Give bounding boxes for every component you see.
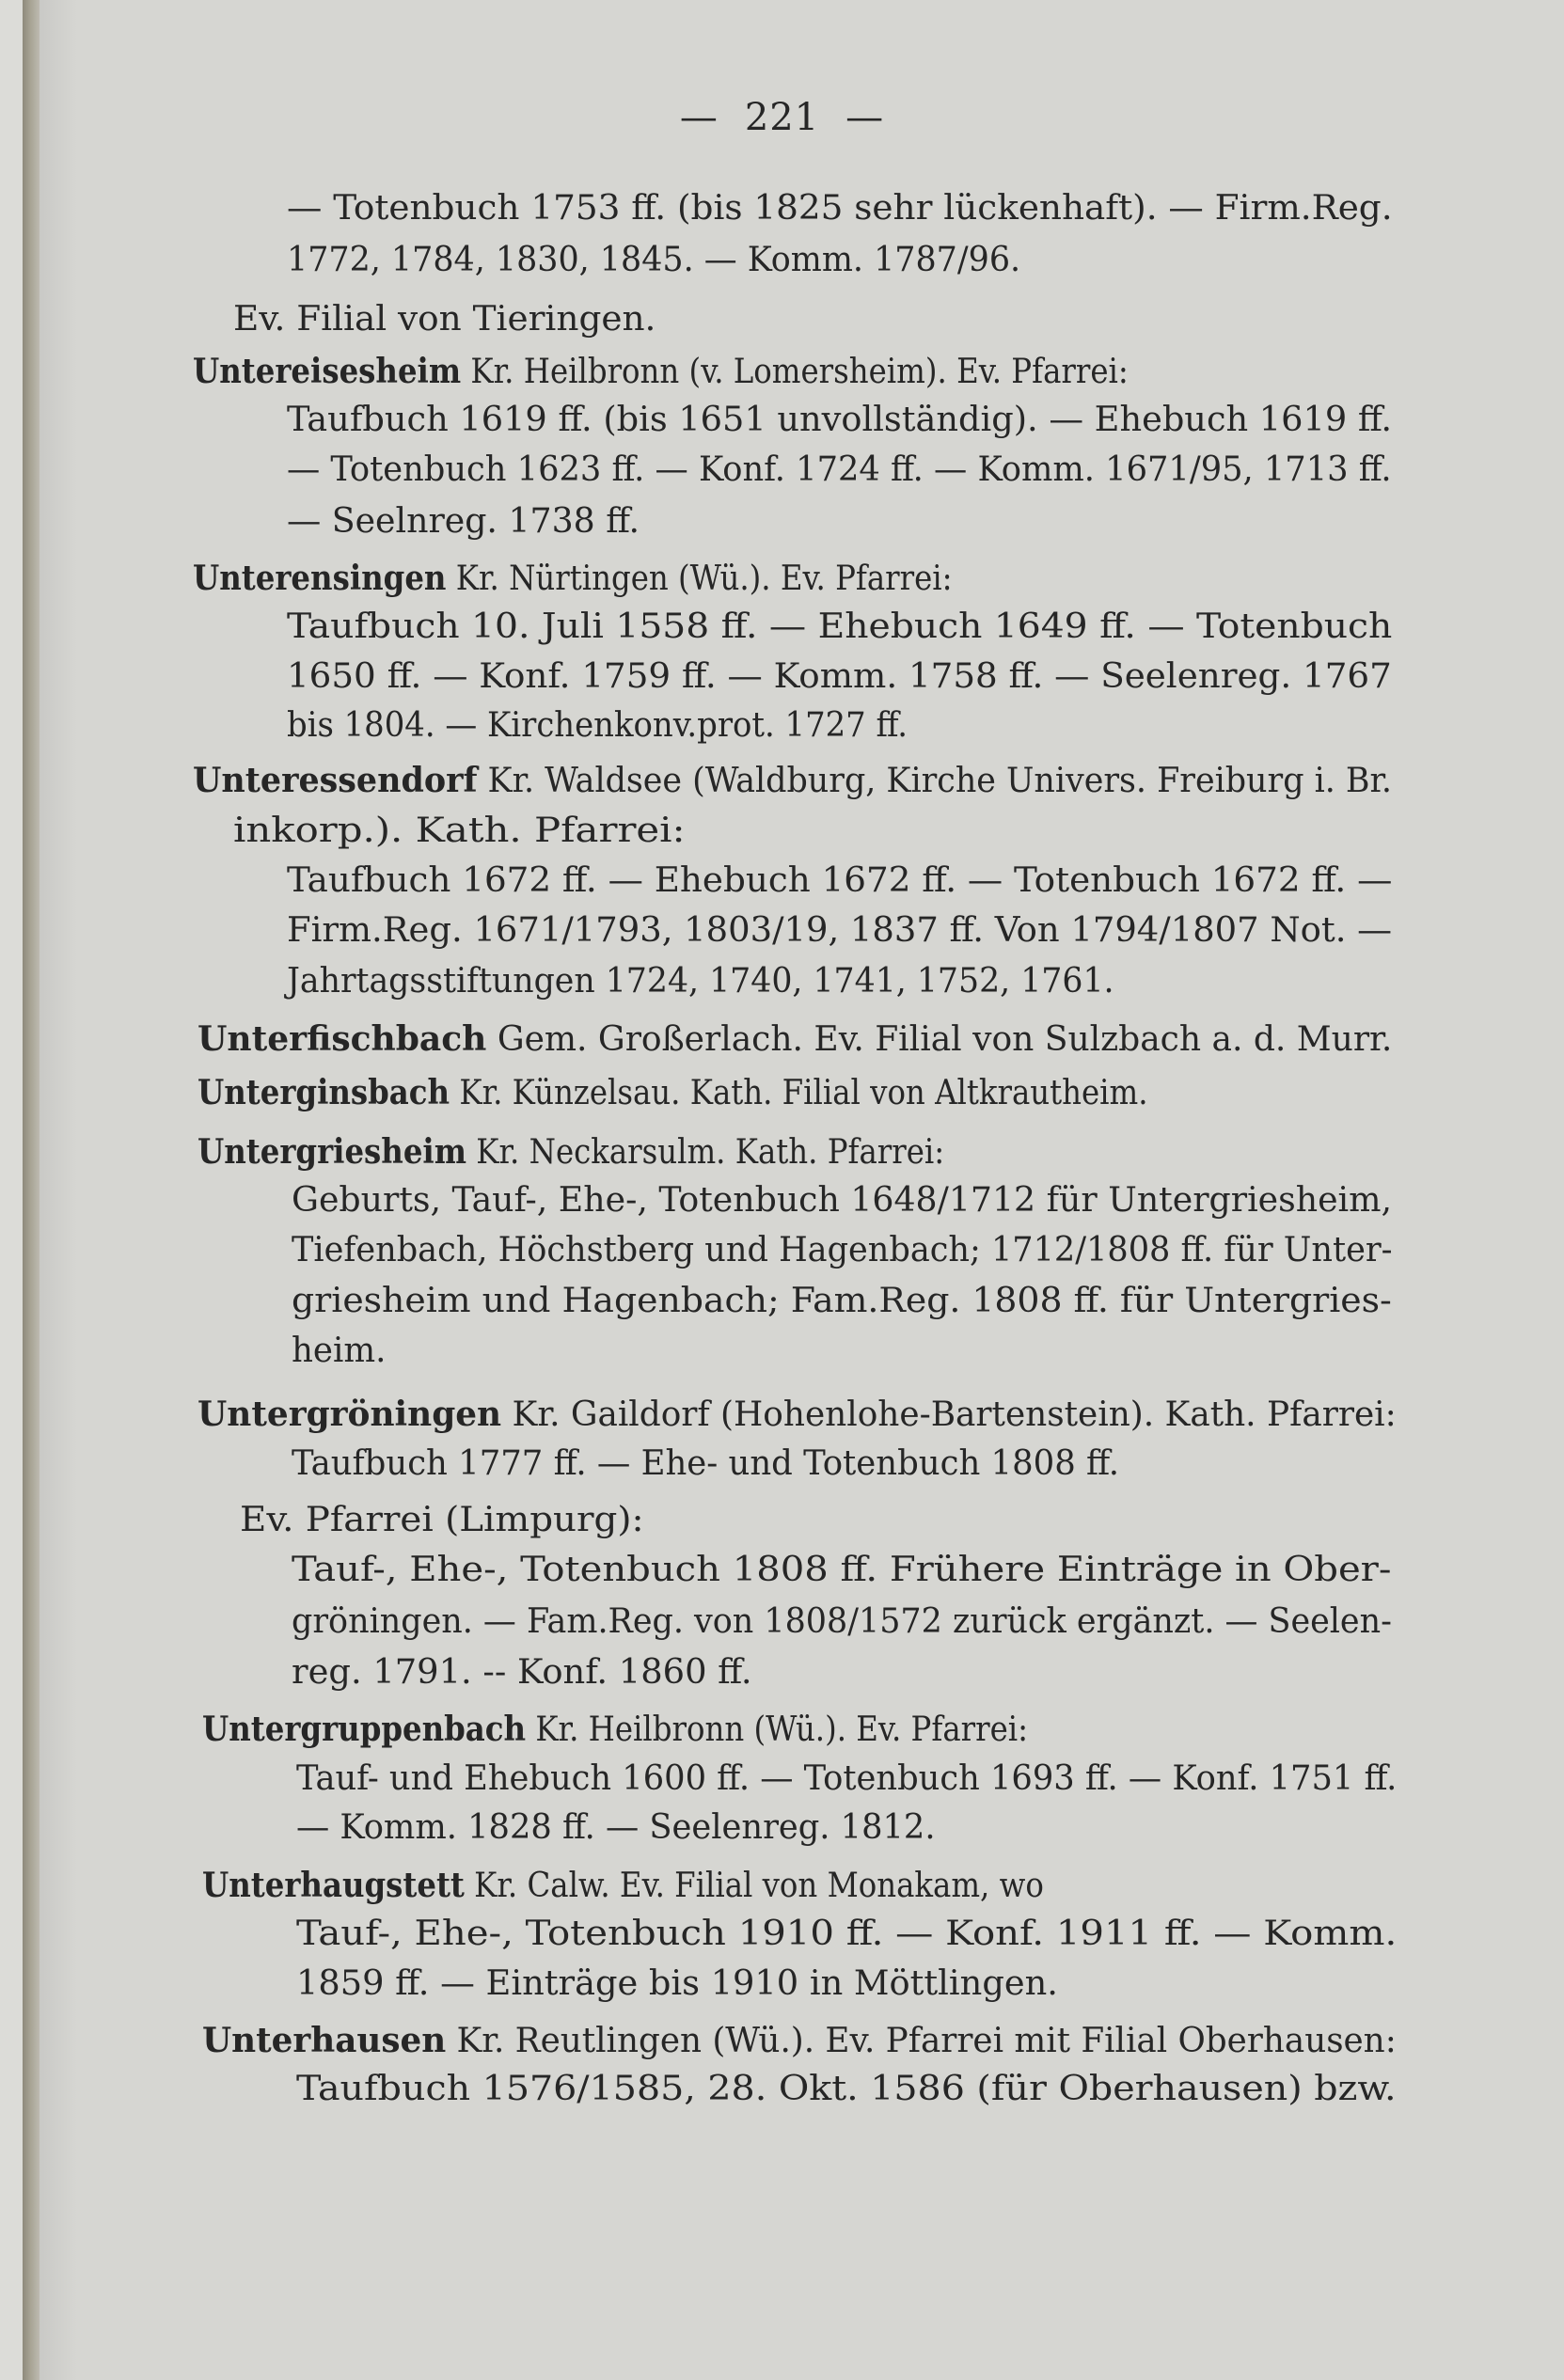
line-text: — Seelnreg. 1738 ff.	[287, 502, 640, 541]
entry-heading-line	[193, 351, 1129, 393]
text-line	[287, 705, 908, 747]
line-text: Taufbuch 1777 ff. — Ehe- und Totenbuch 1808 ff.	[292, 1444, 1120, 1483]
entry-heading-line	[202, 1709, 1028, 1751]
page-number-value: 221	[744, 96, 820, 139]
text-line	[233, 299, 656, 340]
text-line	[287, 607, 1392, 648]
text-line	[292, 1550, 1391, 1591]
line-text: griesheim und Hagenbach; Fam.Reg. 1808 ff. für Untergries-	[292, 1282, 1392, 1320]
text-line	[233, 811, 686, 852]
text-line	[292, 1331, 386, 1372]
line-text: heim.	[292, 1332, 387, 1370]
text-line	[296, 1807, 936, 1849]
line-text: Firm.Reg. 1671/1793, 1803/19, 1837 ff. Von 1794/1807 Not. —	[287, 911, 1393, 950]
text-line	[287, 240, 1020, 281]
entry-heading-line	[197, 1072, 1148, 1114]
text-line	[292, 1601, 1392, 1643]
line-text: Kr. Heilbronn (v. Lomersheim). Ev. Pfarrei:	[461, 353, 1129, 391]
text-line	[287, 961, 1114, 1002]
line-text: inkorp.). Kath. Pfarrei:	[233, 812, 686, 850]
text-line	[287, 188, 1393, 229]
text-line	[292, 1180, 1392, 1222]
place-name: Unterginsbach	[197, 1073, 450, 1112]
entry-heading-line	[197, 1394, 1397, 1436]
entry-heading-line	[197, 1131, 944, 1174]
text-line	[287, 910, 1392, 952]
line-text: Kr. Calw. Ev. Filial von Monakam, wo	[464, 1867, 1044, 1905]
line-text: Kr. Künzelsau. Kath. Filial von Altkrautheim.	[450, 1074, 1148, 1112]
place-name: Untergröningen	[197, 1395, 502, 1434]
text-line	[292, 1443, 1119, 1485]
line-text: reg. 1791. -- Konf. 1860 ff.	[292, 1653, 752, 1692]
place-name: Untergriesheim	[197, 1132, 467, 1172]
line-text: — Totenbuch 1623 ff. — Konf. 1724 ff. — Komm. 1671/95, 1713 ff.	[287, 450, 1392, 489]
text-line	[287, 400, 1392, 441]
line-text: Tiefenbach, Höchstberg und Hagenbach; 1712/1808 ff. für Unter-	[292, 1231, 1393, 1269]
line-text: Taufbuch 1576/1585, 28. Okt. 1586 (für Oberhausen) bzw.	[296, 2070, 1397, 2108]
place-name: Untereisesheim	[193, 352, 462, 391]
text-line	[287, 656, 1392, 698]
line-text: Jahrtagsstiftungen 1724, 1740, 1741, 1752, 1761.	[287, 962, 1114, 1001]
page-number	[0, 96, 1564, 139]
page-number-dash-left: —	[679, 96, 719, 139]
line-text: bis 1804. — Kirchenkonv.prot. 1727 ff.	[287, 706, 908, 745]
line-text: Geburts, Tauf-, Ehe-, Totenbuch 1648/1712 für Untergriesheim,	[292, 1181, 1393, 1220]
text-line	[292, 1281, 1392, 1322]
line-text: Gem. Großerlach. Ev. Filial von Sulzbach a. d. Murr.	[486, 1020, 1393, 1059]
text-line	[287, 860, 1392, 902]
line-text: Kr. Nürtingen (Wü.). Ev. Pfarrei:	[446, 560, 953, 598]
line-text: — Totenbuch 1753 ff. (bis 1825 sehr lückenhaft). — Firm.Reg.	[287, 189, 1393, 228]
entry-heading-line	[197, 1018, 1392, 1061]
line-text: 1772, 1784, 1830, 1845. — Komm. 1787/96.	[287, 241, 1021, 279]
line-text: Tauf- und Ehebuch 1600 ff. — Totenbuch 1693 ff. — Konf. 1751 ff.	[296, 1759, 1398, 1798]
text-line	[287, 501, 640, 543]
place-name: Unteressendorf	[193, 761, 478, 800]
line-text: gröningen. — Fam.Reg. von 1808/1572 zurück ergänzt. — Seelen-	[292, 1602, 1392, 1641]
line-text: Tauf-, Ehe-, Totenbuch 1910 ff. — Konf. 1911 ff. — Komm.	[296, 1915, 1398, 1953]
text-line	[296, 1758, 1397, 1800]
line-text: Kr. Reutlingen (Wü.). Ev. Pfarrei mit Filial Oberhausen:	[446, 2022, 1397, 2060]
line-text: Kr. Neckarsulm. Kath. Pfarrei:	[466, 1133, 945, 1172]
line-text: — Komm. 1828 ff. — Seelenreg. 1812.	[296, 1808, 936, 1847]
entry-heading-line	[193, 760, 1392, 802]
place-name: Unterfischbach	[197, 1019, 487, 1059]
text-line	[287, 449, 1392, 491]
place-name: Untergruppenbach	[202, 1710, 527, 1749]
line-text: Kr. Gaildorf (Hohenlohe-Bartenstein). Kath. Pfarrei:	[501, 1395, 1397, 1434]
text-line	[296, 1914, 1397, 1955]
line-text: Tauf-, Ehe-, Totenbuch 1808 ff. Frühere Einträge in Ober-	[292, 1551, 1392, 1589]
line-text: Taufbuch 1672 ff. — Ehebuch 1672 ff. — Totenbuch 1672 ff. —	[287, 861, 1393, 900]
text-line	[292, 1230, 1392, 1271]
text-line	[296, 2069, 1397, 2110]
text-line	[292, 1652, 752, 1694]
line-text: Ev. Pfarrei (Limpurg):	[240, 1501, 644, 1539]
line-text: Taufbuch 1619 ff. (bis 1651 unvollständig). — Ehebuch 1619 ff.	[287, 401, 1393, 439]
page-number-dash-right: —	[845, 96, 885, 139]
line-text: 1650 ff. — Konf. 1759 ff. — Komm. 1758 ff. — Seelenreg. 1767	[287, 657, 1392, 696]
text-line	[296, 1963, 1058, 2005]
entry-heading-line	[202, 1865, 1044, 1907]
line-text: Kr. Heilbronn (Wü.). Ev. Pfarrei:	[526, 1710, 1029, 1749]
entry-heading-line	[193, 558, 953, 600]
place-name: Unterhaugstett	[202, 1866, 465, 1905]
place-name: Unterhausen	[202, 2021, 447, 2060]
line-text: 1859 ff. — Einträge bis 1910 in Möttlingen.	[296, 1964, 1058, 2003]
line-text: Taufbuch 10. Juli 1558 ff. — Ehebuch 1649 ff. — Totenbuch	[287, 607, 1393, 646]
line-text: Kr. Waldsee (Waldburg, Kirche Univers. Freiburg i. Br.	[477, 762, 1393, 800]
line-text: Ev. Filial von Tieringen.	[233, 300, 656, 339]
place-name: Unterensingen	[193, 559, 447, 598]
entry-heading-line	[202, 2020, 1397, 2062]
text-line	[240, 1500, 644, 1541]
